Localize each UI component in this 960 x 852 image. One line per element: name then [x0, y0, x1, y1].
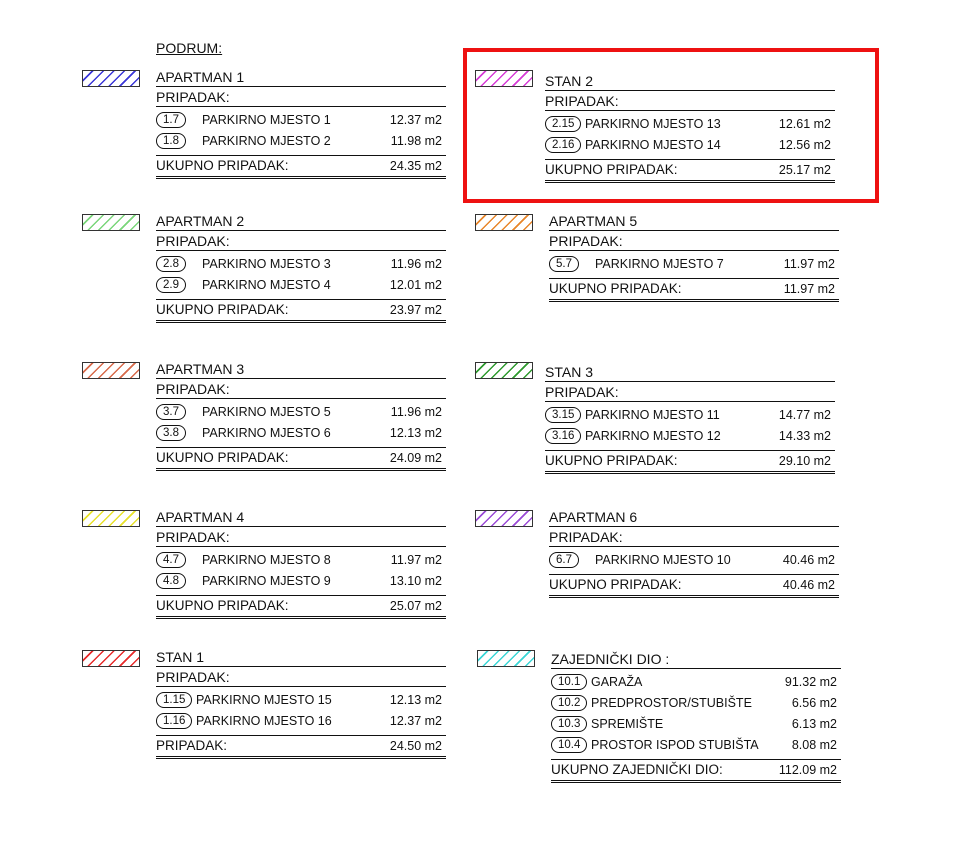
unit-name: APARTMAN 5	[549, 212, 839, 231]
total-value: 25.17 m2	[778, 163, 831, 177]
unit-name: APARTMAN 4	[156, 508, 446, 527]
list-item	[156, 711, 446, 731]
section-label: PRIPADAK:	[545, 383, 835, 402]
room-tag: 1.15	[156, 692, 192, 708]
list-item	[156, 423, 446, 443]
room-area: 12.37 m2	[389, 113, 442, 127]
hatch-swatch	[82, 70, 140, 87]
room-area: 40.46 m2	[782, 553, 835, 567]
unit-name: STAN 2	[545, 72, 835, 91]
room-area: 11.97 m2	[783, 257, 835, 271]
total-value: 24.09 m2	[389, 451, 442, 465]
total-row	[551, 759, 841, 783]
room-label: PARKIRNO MJESTO 9	[202, 574, 331, 588]
total-row	[156, 447, 446, 471]
room-area: 12.01 m2	[389, 278, 442, 292]
section-label: PRIPADAK:	[549, 528, 839, 547]
room-tag: 5.7	[549, 256, 579, 272]
room-tag: 3.7	[156, 404, 186, 420]
hatch-swatch	[82, 510, 140, 527]
total-value: 25.07 m2	[389, 599, 442, 613]
hatch-swatch	[82, 362, 140, 379]
room-tag: 3.15	[545, 407, 581, 423]
hatch-swatch	[475, 70, 533, 87]
room-tag: 10.2	[551, 695, 587, 711]
room-label: PARKIRNO MJESTO 2	[202, 134, 331, 148]
room-area: 12.56 m2	[778, 138, 831, 152]
unit-name: APARTMAN 6	[549, 508, 839, 527]
room-area: 91.32 m2	[784, 675, 837, 689]
room-area: 11.96 m2	[390, 257, 442, 271]
hatch-swatch	[477, 650, 535, 667]
room-tag: 10.1	[551, 674, 587, 690]
section-label: PRIPADAK:	[156, 528, 446, 547]
room-label: PARKIRNO MJESTO 4	[202, 278, 331, 292]
room-tag: 3.8	[156, 425, 186, 441]
room-area: 11.96 m2	[390, 405, 442, 419]
total-label: UKUPNO ZAJEDNIČKI DIO:	[551, 762, 723, 777]
list-item	[156, 254, 446, 274]
list-item	[545, 135, 835, 155]
room-label: PARKIRNO MJESTO 11	[585, 408, 720, 422]
list-item	[156, 550, 446, 570]
total-value: 11.97 m2	[783, 282, 835, 296]
room-label: PARKIRNO MJESTO 15	[196, 693, 332, 707]
hatch-swatch	[82, 650, 140, 667]
total-label: UKUPNO PRIPADAK:	[549, 281, 682, 296]
list-item	[545, 426, 835, 446]
total-row	[156, 735, 446, 759]
hatch-swatch	[82, 214, 140, 231]
list-item	[551, 672, 841, 692]
total-row	[156, 155, 446, 179]
list-item	[156, 275, 446, 295]
room-label: PARKIRNO MJESTO 12	[585, 429, 721, 443]
section-label: PRIPADAK:	[156, 668, 446, 687]
room-tag: 10.4	[551, 737, 587, 753]
total-value: 40.46 m2	[782, 578, 835, 592]
section-label: PRIPADAK:	[545, 92, 835, 111]
list-item	[549, 550, 839, 570]
list-item	[545, 114, 835, 134]
list-item	[551, 714, 841, 734]
room-area: 8.08 m2	[791, 738, 837, 752]
room-tag: 2.9	[156, 277, 186, 293]
section-label: PRIPADAK:	[156, 88, 446, 107]
page-title: PODRUM:	[156, 40, 223, 56]
total-row	[156, 299, 446, 323]
room-area: 12.61 m2	[778, 117, 831, 131]
room-label: PARKIRNO MJESTO 1	[202, 113, 331, 127]
room-area: 6.13 m2	[791, 717, 837, 731]
room-label: PROSTOR ISPOD STUBIŠTA	[591, 738, 759, 752]
list-item	[156, 571, 446, 591]
total-value: 24.35 m2	[389, 159, 442, 173]
room-label: PARKIRNO MJESTO 13	[585, 117, 721, 131]
room-tag: 2.8	[156, 256, 186, 272]
total-label: UKUPNO PRIPADAK:	[545, 453, 678, 468]
room-tag: 4.8	[156, 573, 186, 589]
list-item	[156, 402, 446, 422]
total-row	[156, 595, 446, 619]
total-value: 29.10 m2	[778, 454, 831, 468]
list-item	[551, 693, 841, 713]
total-label: UKUPNO PRIPADAK:	[156, 302, 289, 317]
total-label: PRIPADAK:	[156, 738, 228, 753]
room-label: PARKIRNO MJESTO 6	[202, 426, 331, 440]
total-label: UKUPNO PRIPADAK:	[156, 450, 289, 465]
room-area: 12.13 m2	[389, 426, 442, 440]
section-label: PRIPADAK:	[549, 232, 839, 251]
room-label: PARKIRNO MJESTO 3	[202, 257, 331, 271]
room-tag: 3.16	[545, 428, 581, 444]
room-label: PARKIRNO MJESTO 8	[202, 553, 331, 567]
room-area: 14.77 m2	[778, 408, 831, 422]
total-row	[545, 159, 835, 183]
section-label: PRIPADAK:	[156, 232, 446, 251]
room-area: 12.37 m2	[389, 714, 442, 728]
total-row	[545, 450, 835, 474]
room-tag: 6.7	[549, 552, 579, 568]
unit-name: STAN 1	[156, 648, 446, 667]
total-label: UKUPNO PRIPADAK:	[156, 158, 289, 173]
unit-name: APARTMAN 2	[156, 212, 446, 231]
list-item	[549, 254, 839, 274]
unit-name: APARTMAN 1	[156, 68, 446, 87]
room-tag: 1.7	[156, 112, 186, 128]
total-row	[549, 574, 839, 598]
room-tag: 2.15	[545, 116, 581, 132]
room-tag: 4.7	[156, 552, 186, 568]
room-area: 11.98 m2	[390, 134, 442, 148]
unit-name: APARTMAN 3	[156, 360, 446, 379]
total-label: UKUPNO PRIPADAK:	[156, 598, 289, 613]
room-label: SPREMIŠTE	[591, 717, 664, 731]
hatch-swatch	[475, 214, 533, 231]
hatch-swatch	[475, 362, 533, 379]
room-tag: 1.16	[156, 713, 192, 729]
room-label: PARKIRNO MJESTO 14	[585, 138, 721, 152]
room-label: PARKIRNO MJESTO 16	[196, 714, 332, 728]
list-item	[551, 735, 841, 755]
room-area: 6.56 m2	[791, 696, 837, 710]
room-area: 13.10 m2	[389, 574, 442, 588]
room-tag: 2.16	[545, 137, 581, 153]
unit-name: STAN 3	[545, 363, 835, 382]
unit-name: ZAJEDNIČKI DIO :	[551, 650, 841, 669]
room-tag: 10.3	[551, 716, 587, 732]
room-label: GARAŽA	[591, 675, 643, 689]
total-label: UKUPNO PRIPADAK:	[545, 162, 678, 177]
room-label: PREDPROSTOR/STUBIŠTE	[591, 696, 752, 710]
list-item	[156, 131, 446, 151]
room-label: PARKIRNO MJESTO 5	[202, 405, 331, 419]
hatch-swatch	[475, 510, 533, 527]
list-item	[156, 110, 446, 130]
list-item	[156, 690, 446, 710]
total-value: 23.97 m2	[389, 303, 442, 317]
section-label: PRIPADAK:	[156, 380, 446, 399]
room-area: 12.13 m2	[389, 693, 442, 707]
total-row	[549, 278, 839, 302]
room-label: PARKIRNO MJESTO 7	[595, 257, 724, 271]
total-label: UKUPNO PRIPADAK:	[549, 577, 682, 592]
list-item	[545, 405, 835, 425]
total-value: 112.09 m2	[778, 763, 837, 777]
room-area: 11.97 m2	[390, 553, 442, 567]
room-area: 14.33 m2	[778, 429, 831, 443]
room-label: PARKIRNO MJESTO 10	[595, 553, 731, 567]
total-value: 24.50 m2	[389, 739, 442, 753]
room-tag: 1.8	[156, 133, 186, 149]
